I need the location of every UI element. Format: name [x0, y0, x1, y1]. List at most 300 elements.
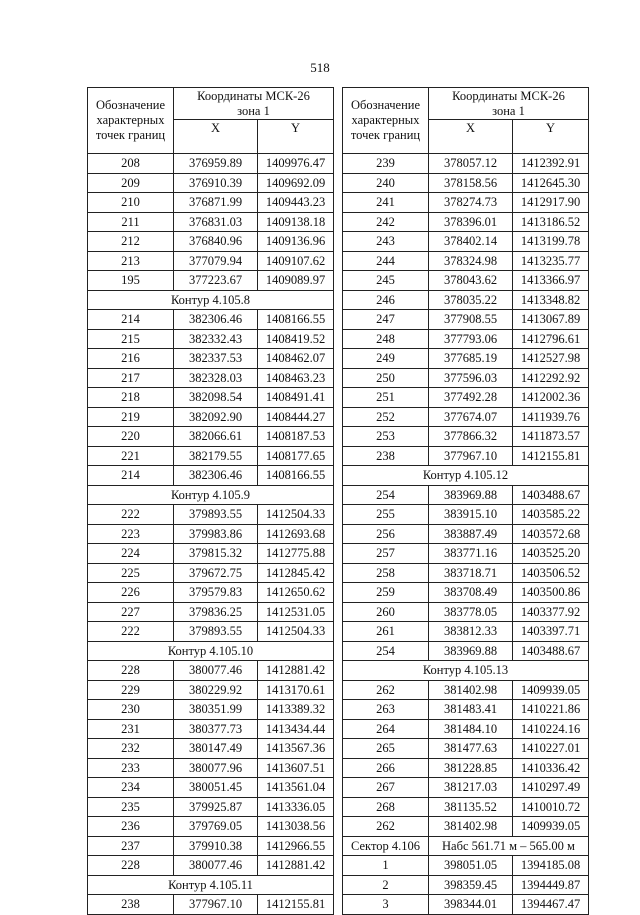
x-coordinate: 378274.73 — [429, 193, 513, 213]
table-row — [88, 661, 334, 681]
table-row — [343, 641, 589, 661]
x-coordinate: 377793.06 — [429, 329, 513, 349]
table-row — [88, 680, 334, 700]
y-coordinate: 1412796.61 — [513, 329, 589, 349]
y-coordinate: 1409939.05 — [513, 680, 589, 700]
point-number: 261 — [343, 622, 429, 642]
table-row — [343, 875, 589, 895]
table-row — [343, 758, 589, 778]
table-row — [88, 544, 334, 564]
point-number: 247 — [343, 310, 429, 330]
point-number: 226 — [88, 583, 174, 603]
y-coordinate: 1413336.05 — [258, 797, 334, 817]
table-row — [88, 817, 334, 837]
x-coordinate: 378057.12 — [429, 154, 513, 174]
x-coordinate: 383812.33 — [429, 622, 513, 642]
table-row — [343, 797, 589, 817]
x-coordinate: 378396.01 — [429, 212, 513, 232]
table-row — [88, 758, 334, 778]
point-number: 260 — [343, 602, 429, 622]
table-row — [88, 407, 334, 427]
y-coordinate: 1403488.67 — [513, 641, 589, 661]
x-coordinate: 376831.03 — [174, 212, 258, 232]
y-coordinate: 1413067.89 — [513, 310, 589, 330]
x-coordinate: 380077.46 — [174, 661, 258, 681]
point-number: 259 — [343, 583, 429, 603]
x-coordinate: 398344.01 — [429, 895, 513, 915]
x-coordinate: 379893.55 — [174, 622, 258, 642]
table-row — [88, 193, 334, 213]
point-number: 214 — [88, 310, 174, 330]
table-row — [343, 368, 589, 388]
y-coordinate: 1410224.16 — [513, 719, 589, 739]
y-coordinate: 1412881.42 — [258, 856, 334, 876]
y-coordinate: 1408187.53 — [258, 427, 334, 447]
x-coordinate: 377967.10 — [174, 895, 258, 915]
x-coordinate: 398359.45 — [429, 875, 513, 895]
y-coordinate: 1409138.18 — [258, 212, 334, 232]
table-row — [88, 329, 334, 349]
y-coordinate: 1409939.05 — [513, 817, 589, 837]
point-number: 251 — [343, 388, 429, 408]
point-number: 208 — [88, 154, 174, 174]
x-coordinate: 378035.22 — [429, 290, 513, 310]
x-coordinate: 381228.85 — [429, 758, 513, 778]
y-coordinate: 1410336.42 — [513, 758, 589, 778]
point-number: 218 — [88, 388, 174, 408]
table-row — [343, 251, 589, 271]
point-number: 227 — [88, 602, 174, 622]
contour-header-row — [88, 290, 334, 310]
x-coordinate: 382306.46 — [174, 466, 258, 486]
table-row — [343, 271, 589, 291]
x-coordinate: 382092.90 — [174, 407, 258, 427]
point-number: 233 — [88, 758, 174, 778]
x-coordinate: 377674.07 — [429, 407, 513, 427]
point-number: 223 — [88, 524, 174, 544]
point-number: 254 — [343, 485, 429, 505]
table-row — [343, 310, 589, 330]
x-coordinate: 379579.83 — [174, 583, 258, 603]
table-row — [88, 446, 334, 466]
sector-row — [343, 836, 589, 856]
point-number: 215 — [88, 329, 174, 349]
x-coordinate: 377079.94 — [174, 251, 258, 271]
y-coordinate: 1413199.78 — [513, 232, 589, 252]
contour-header-row — [88, 875, 334, 895]
point-number: 212 — [88, 232, 174, 252]
contour-header-row — [343, 661, 589, 681]
y-coordinate: 1403506.52 — [513, 563, 589, 583]
y-coordinate: 1412527.98 — [513, 349, 589, 369]
contour-label: Контур 4.105.9 — [88, 485, 334, 505]
y-coordinate: 1413434.44 — [258, 719, 334, 739]
point-number: 238 — [343, 446, 429, 466]
y-coordinate: 1403585.22 — [513, 505, 589, 525]
contour-header-row — [88, 641, 334, 661]
table-row — [343, 407, 589, 427]
y-coordinate: 1413235.77 — [513, 251, 589, 271]
table-row — [88, 583, 334, 603]
coords-header: Координаты МСК-26 зона 1 — [429, 88, 589, 120]
point-number: 222 — [88, 505, 174, 525]
y-coordinate: 1409136.96 — [258, 232, 334, 252]
x-coordinate: 382179.55 — [174, 446, 258, 466]
x-coordinate: 380077.46 — [174, 856, 258, 876]
y-coordinate: 1403572.68 — [513, 524, 589, 544]
point-number: 237 — [88, 836, 174, 856]
x-coordinate: 380351.99 — [174, 700, 258, 720]
table-row — [88, 797, 334, 817]
point-number: 267 — [343, 778, 429, 798]
x-coordinate: 378158.56 — [429, 173, 513, 193]
x-coordinate: 382066.61 — [174, 427, 258, 447]
y-coordinate: 1411939.76 — [513, 407, 589, 427]
table-row — [88, 700, 334, 720]
x-coordinate: 380147.49 — [174, 739, 258, 759]
point-number: 222 — [88, 622, 174, 642]
x-coordinate: 379893.55 — [174, 505, 258, 525]
y-coordinate: 1413170.61 — [258, 680, 334, 700]
table-row — [88, 505, 334, 525]
table-row — [88, 622, 334, 642]
table-row — [88, 271, 334, 291]
point-number: 240 — [343, 173, 429, 193]
x-coordinate: 377866.32 — [429, 427, 513, 447]
point-number: 235 — [88, 797, 174, 817]
y-coordinate: 1413561.04 — [258, 778, 334, 798]
x-coordinate: 382337.53 — [174, 349, 258, 369]
point-number: 3 — [343, 895, 429, 915]
point-number: 242 — [343, 212, 429, 232]
y-coordinate: 1394449.87 — [513, 875, 589, 895]
x-coordinate: 383969.88 — [429, 485, 513, 505]
table-row — [343, 622, 589, 642]
y-coordinate: 1412392.91 — [513, 154, 589, 174]
table-row — [88, 778, 334, 798]
table-row — [88, 368, 334, 388]
point-number: 236 — [88, 817, 174, 837]
y-coordinate: 1412917.90 — [513, 193, 589, 213]
right-coordinates-table-wrap — [342, 87, 589, 915]
table-row — [88, 602, 334, 622]
y-coordinate: 1409443.23 — [258, 193, 334, 213]
x-coordinate: 379672.75 — [174, 563, 258, 583]
point-number: 209 — [88, 173, 174, 193]
y-coordinate: 1413366.97 — [513, 271, 589, 291]
x-coordinate: 381135.52 — [429, 797, 513, 817]
x-coordinate: 379815.32 — [174, 544, 258, 564]
y-coordinate: 1410297.49 — [513, 778, 589, 798]
sector-note: Набс 561.71 м – 565.00 м — [429, 836, 589, 856]
table-row — [343, 349, 589, 369]
point-number: 245 — [343, 271, 429, 291]
point-number: 263 — [343, 700, 429, 720]
x-coordinate: 383887.49 — [429, 524, 513, 544]
coords-header: Координаты МСК-26 зона 1 — [174, 88, 334, 120]
point-number: 211 — [88, 212, 174, 232]
table-row — [343, 212, 589, 232]
x-header: X — [429, 120, 513, 154]
table-row — [88, 524, 334, 544]
point-number: 219 — [88, 407, 174, 427]
table-row — [88, 251, 334, 271]
x-coordinate: 377967.10 — [429, 446, 513, 466]
table-row — [343, 680, 589, 700]
x-coordinate: 383718.71 — [429, 563, 513, 583]
x-coordinate: 376871.99 — [174, 193, 258, 213]
table-row — [343, 524, 589, 544]
x-coordinate: 380051.45 — [174, 778, 258, 798]
x-coordinate: 380077.96 — [174, 758, 258, 778]
table-row — [88, 466, 334, 486]
contour-label: Контур 4.105.12 — [343, 466, 589, 486]
y-coordinate: 1412155.81 — [513, 446, 589, 466]
y-coordinate: 1408462.07 — [258, 349, 334, 369]
table-row — [343, 778, 589, 798]
contour-label: Контур 4.105.11 — [88, 875, 334, 895]
y-coordinate: 1403500.86 — [513, 583, 589, 603]
table-row — [88, 836, 334, 856]
point-number: 262 — [343, 817, 429, 837]
page-number: 518 — [310, 60, 330, 75]
table-row — [343, 232, 589, 252]
x-coordinate: 381477.63 — [429, 739, 513, 759]
x-coordinate: 382098.54 — [174, 388, 258, 408]
x-coordinate: 377492.28 — [429, 388, 513, 408]
x-coordinate: 398051.05 — [429, 856, 513, 876]
y-coordinate: 1412504.33 — [258, 505, 334, 525]
table-row — [343, 505, 589, 525]
y-coordinate: 1412155.81 — [258, 895, 334, 915]
x-coordinate: 382306.46 — [174, 310, 258, 330]
point-number: 265 — [343, 739, 429, 759]
table-row — [88, 895, 334, 915]
x-coordinate: 379925.87 — [174, 797, 258, 817]
table-row — [343, 173, 589, 193]
y-header: Y — [513, 120, 589, 154]
point-number: 234 — [88, 778, 174, 798]
y-coordinate: 1412645.30 — [513, 173, 589, 193]
table-row — [343, 427, 589, 447]
point-label-header: Обозначение характерных точек границ — [88, 88, 174, 154]
x-coordinate: 376910.39 — [174, 173, 258, 193]
y-coordinate: 1412775.88 — [258, 544, 334, 564]
point-number: 238 — [88, 895, 174, 915]
x-coordinate: 379769.05 — [174, 817, 258, 837]
point-number: 268 — [343, 797, 429, 817]
point-number: 232 — [88, 739, 174, 759]
contour-label: Контур 4.105.8 — [88, 290, 334, 310]
table-row — [88, 856, 334, 876]
point-number: 246 — [343, 290, 429, 310]
table-row — [343, 485, 589, 505]
table-row — [88, 719, 334, 739]
table-row — [88, 739, 334, 759]
y-coordinate: 1409976.47 — [258, 154, 334, 174]
point-number: 231 — [88, 719, 174, 739]
point-number: 221 — [88, 446, 174, 466]
right-coordinates-table — [342, 87, 589, 915]
table-row — [343, 329, 589, 349]
y-coordinate: 1408166.55 — [258, 310, 334, 330]
point-number: 266 — [343, 758, 429, 778]
y-coordinate: 1408463.23 — [258, 368, 334, 388]
table-row — [343, 563, 589, 583]
point-number: 228 — [88, 661, 174, 681]
y-coordinate: 1411873.57 — [513, 427, 589, 447]
table-row — [343, 817, 589, 837]
y-coordinate: 1403397.71 — [513, 622, 589, 642]
x-coordinate: 377596.03 — [429, 368, 513, 388]
table-row — [88, 349, 334, 369]
point-number: 256 — [343, 524, 429, 544]
x-coordinate: 379983.86 — [174, 524, 258, 544]
y-coordinate: 1410010.72 — [513, 797, 589, 817]
table-row — [343, 602, 589, 622]
point-number: 257 — [343, 544, 429, 564]
y-header: Y — [258, 120, 334, 154]
contour-header-row — [88, 485, 334, 505]
point-number: 254 — [343, 641, 429, 661]
table-row — [343, 719, 589, 739]
point-number: 241 — [343, 193, 429, 213]
y-coordinate: 1412504.33 — [258, 622, 334, 642]
x-coordinate: 383778.05 — [429, 602, 513, 622]
point-number: 230 — [88, 700, 174, 720]
table-row — [343, 700, 589, 720]
point-number: 250 — [343, 368, 429, 388]
point-number: 264 — [343, 719, 429, 739]
x-coordinate: 381402.98 — [429, 680, 513, 700]
x-coordinate: 383969.88 — [429, 641, 513, 661]
y-coordinate: 1412531.05 — [258, 602, 334, 622]
point-number: 214 — [88, 466, 174, 486]
table-row — [88, 310, 334, 330]
point-number: 1 — [343, 856, 429, 876]
y-coordinate: 1412002.36 — [513, 388, 589, 408]
sector-label: Сектор 4.106 — [343, 836, 429, 856]
point-number: 248 — [343, 329, 429, 349]
table-row — [343, 388, 589, 408]
x-coordinate: 382328.03 — [174, 368, 258, 388]
y-coordinate: 1403525.20 — [513, 544, 589, 564]
x-coordinate: 376959.89 — [174, 154, 258, 174]
left-coordinates-table — [87, 87, 334, 915]
x-coordinate: 381217.03 — [429, 778, 513, 798]
x-coordinate: 381402.98 — [429, 817, 513, 837]
x-coordinate: 382332.43 — [174, 329, 258, 349]
y-coordinate: 1412966.55 — [258, 836, 334, 856]
table-row — [343, 446, 589, 466]
x-coordinate: 383915.10 — [429, 505, 513, 525]
contour-header-row — [343, 466, 589, 486]
x-coordinate: 380229.92 — [174, 680, 258, 700]
x-coordinate: 381484.10 — [429, 719, 513, 739]
table-row — [343, 193, 589, 213]
y-coordinate: 1394185.08 — [513, 856, 589, 876]
x-coordinate: 377908.55 — [429, 310, 513, 330]
y-coordinate: 1408419.52 — [258, 329, 334, 349]
point-number: 249 — [343, 349, 429, 369]
left-coordinates-table-wrap — [87, 87, 334, 915]
table-row — [343, 739, 589, 759]
point-number: 255 — [343, 505, 429, 525]
contour-label: Контур 4.105.10 — [88, 641, 334, 661]
y-coordinate: 1410221.86 — [513, 700, 589, 720]
point-number: 244 — [343, 251, 429, 271]
x-coordinate: 378043.62 — [429, 271, 513, 291]
y-coordinate: 1394467.47 — [513, 895, 589, 915]
y-coordinate: 1413389.32 — [258, 700, 334, 720]
y-coordinate: 1403377.92 — [513, 602, 589, 622]
point-number: 195 — [88, 271, 174, 291]
point-number: 252 — [343, 407, 429, 427]
x-coordinate: 379836.25 — [174, 602, 258, 622]
y-coordinate: 1408166.55 — [258, 466, 334, 486]
y-coordinate: 1412292.92 — [513, 368, 589, 388]
point-number: 243 — [343, 232, 429, 252]
x-coordinate: 379910.38 — [174, 836, 258, 856]
table-row — [343, 856, 589, 876]
point-number: 2 — [343, 875, 429, 895]
table-row — [343, 583, 589, 603]
x-coordinate: 377685.19 — [429, 349, 513, 369]
point-number: 217 — [88, 368, 174, 388]
table-row — [88, 427, 334, 447]
table-row — [343, 895, 589, 915]
x-coordinate: 383708.49 — [429, 583, 513, 603]
point-number: 216 — [88, 349, 174, 369]
y-coordinate: 1410227.01 — [513, 739, 589, 759]
x-coordinate: 376840.96 — [174, 232, 258, 252]
x-coordinate: 378402.14 — [429, 232, 513, 252]
y-coordinate: 1409692.09 — [258, 173, 334, 193]
table-row — [88, 212, 334, 232]
point-number: 210 — [88, 193, 174, 213]
table-row — [88, 154, 334, 174]
y-coordinate: 1413186.52 — [513, 212, 589, 232]
point-number: 220 — [88, 427, 174, 447]
x-coordinate: 378324.98 — [429, 251, 513, 271]
table-row — [88, 232, 334, 252]
point-number: 253 — [343, 427, 429, 447]
point-number: 262 — [343, 680, 429, 700]
y-coordinate: 1413607.51 — [258, 758, 334, 778]
table-row — [88, 563, 334, 583]
point-number: 224 — [88, 544, 174, 564]
point-number: 239 — [343, 154, 429, 174]
x-coordinate: 383771.16 — [429, 544, 513, 564]
point-number: 225 — [88, 563, 174, 583]
y-coordinate: 1412693.68 — [258, 524, 334, 544]
y-coordinate: 1412845.42 — [258, 563, 334, 583]
y-coordinate: 1403488.67 — [513, 485, 589, 505]
y-coordinate: 1409089.97 — [258, 271, 334, 291]
table-row — [343, 290, 589, 310]
contour-label: Контур 4.105.13 — [343, 661, 589, 681]
x-header: X — [174, 120, 258, 154]
table-row — [88, 173, 334, 193]
point-number: 229 — [88, 680, 174, 700]
point-number: 228 — [88, 856, 174, 876]
y-coordinate: 1412650.62 — [258, 583, 334, 603]
y-coordinate: 1412881.42 — [258, 661, 334, 681]
y-coordinate: 1413038.56 — [258, 817, 334, 837]
y-coordinate: 1408444.27 — [258, 407, 334, 427]
y-coordinate: 1408491.41 — [258, 388, 334, 408]
x-coordinate: 380377.73 — [174, 719, 258, 739]
